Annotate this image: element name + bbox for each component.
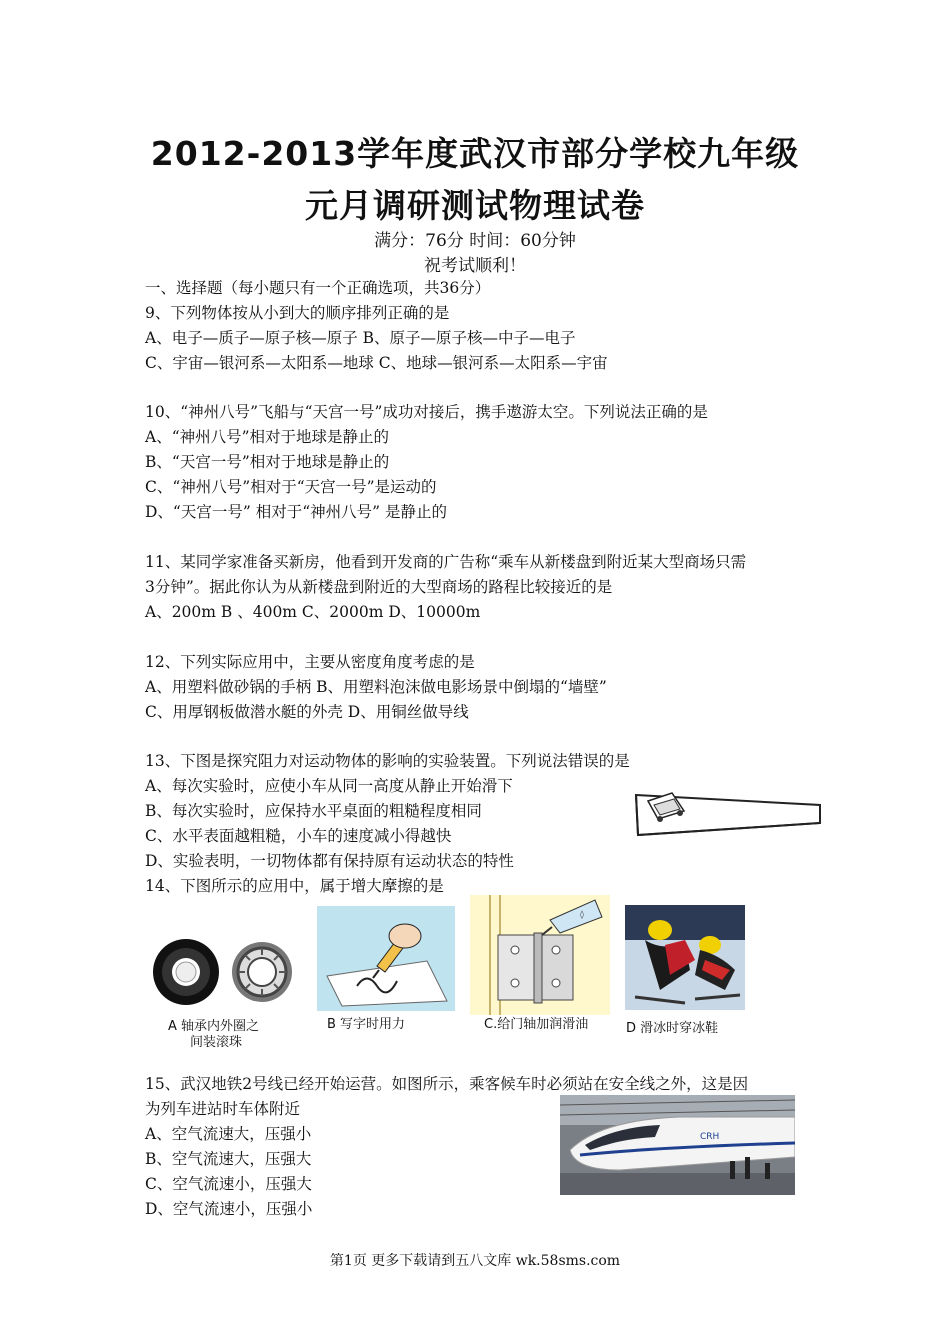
writing-figure (317, 906, 455, 1011)
q13-option-c: C、水平表面越粗糙，小车的速度减小得越快 (145, 827, 452, 845)
page-footer: 第1页 更多下载请到五八文库 wk.58sms.com (329, 1253, 621, 1269)
q12-options-ab: A、用塑料做砂锅的手柄 B、用塑料泡沫做电影场景中倒塌的“墙壁” (145, 678, 607, 696)
q15-stem-line1: 15、武汉地铁2号线已经开始运营。如图所示，乘客候车时必须站在安全线之外，这是因 (145, 1075, 749, 1093)
q9-options-cd: C、宇宙—银河系—太阳系—地球 C、地球—银河系—太阳系—宇宙 (145, 354, 608, 372)
q14-stem: 14、下图所示的应用中，属于增大摩擦的是 (145, 877, 444, 895)
q15-option-c: C、空气流速小，压强大 (145, 1175, 312, 1193)
q11-stem-line1: 11、某同学家准备买新房，他看到开发商的广告称“乘车从新楼盘到附近某大型商场只需 (145, 553, 747, 571)
score-time: 满分：76分 时间：60分钟 (374, 231, 576, 251)
q13-option-a: A、每次实验时，应使小车从同一高度从静止开始滑下 (145, 777, 513, 795)
skating-figure (625, 905, 745, 1010)
q15-option-d: D、空气流速小，压强小 (145, 1200, 313, 1218)
figure-d-caption: D 滑冰时穿冰鞋 (626, 1021, 719, 1036)
q15-stem-line2: 为列车进站时车体附近 (145, 1100, 301, 1118)
q12-options-cd: C、用厚钢板做潜水艇的外壳 D、用铜丝做导线 (145, 703, 469, 721)
q13-option-d: D、实验表明，一切物体都有保持原有运动状态的特性 (145, 852, 514, 870)
q10-option-a: A、“神州八号”相对于地球是静止的 (145, 428, 390, 446)
exam-title-line2: 元月调研测试物理试卷 (305, 186, 645, 225)
figure-b-caption: B 写字时用力 (327, 1017, 406, 1032)
q10-option-b: B、“天宫一号”相对于地球是静止的 (145, 453, 390, 471)
train-logo: CRH (700, 1132, 720, 1142)
q15-option-b: B、空气流速大，压强大 (145, 1150, 312, 1168)
hinge-oil-figure (470, 895, 610, 1015)
figure-a-caption-line1: A 轴承内外圈之 (168, 1019, 260, 1034)
q15-option-a: A、空气流速大，压强小 (145, 1125, 312, 1143)
q11-options: A、200m B 、400m C、2000m D、10000m (145, 603, 481, 621)
q10-option-c: C、“神州八号”相对于“天宫一号”是运动的 (145, 478, 437, 496)
section-heading: 一、选择题（每小题只有一个正确选项，共36分） (145, 279, 491, 297)
svg-text:◊: ◊ (580, 910, 584, 919)
ramp-cart-figure (630, 775, 825, 845)
q12-stem: 12、下列实际应用中，主要从密度角度考虑的是 (145, 653, 475, 671)
q10-option-d: D、“天宫一号” 相对于“神州八号” 是静止的 (145, 503, 447, 521)
good-luck: 祝考试顺利！ (424, 256, 526, 276)
train-figure (560, 1095, 795, 1195)
q9-options-ab: A、电子—质子—原子核—原子 B、原子—原子核—中子—电子 (145, 329, 576, 347)
figure-a-caption-line2: 间装滚珠 (190, 1035, 243, 1050)
q9-stem: 9、下列物体按从小到大的顺序排列正确的是 (145, 304, 450, 322)
q13-option-b: B、每次实验时，应保持水平桌面的粗糙程度相同 (145, 802, 482, 820)
figure-c-caption: C.给门轴加润滑油 (484, 1017, 589, 1032)
q10-stem: 10、“神州八号”飞船与“天宫一号”成功对接后，携手遨游太空。下列说法正确的是 (145, 403, 708, 421)
bearing-figure (150, 935, 295, 1010)
q13-stem: 13、下图是探究阻力对运动物体的影响的实验装置。下列说法错误的是 (145, 752, 630, 770)
q11-stem-line2: 3分钟”。据此你认为从新楼盘到附近的大型商场的路程比较接近的是 (145, 578, 613, 596)
exam-title-line1: 2012-2013学年度武汉市部分学校九年级 (150, 134, 800, 173)
